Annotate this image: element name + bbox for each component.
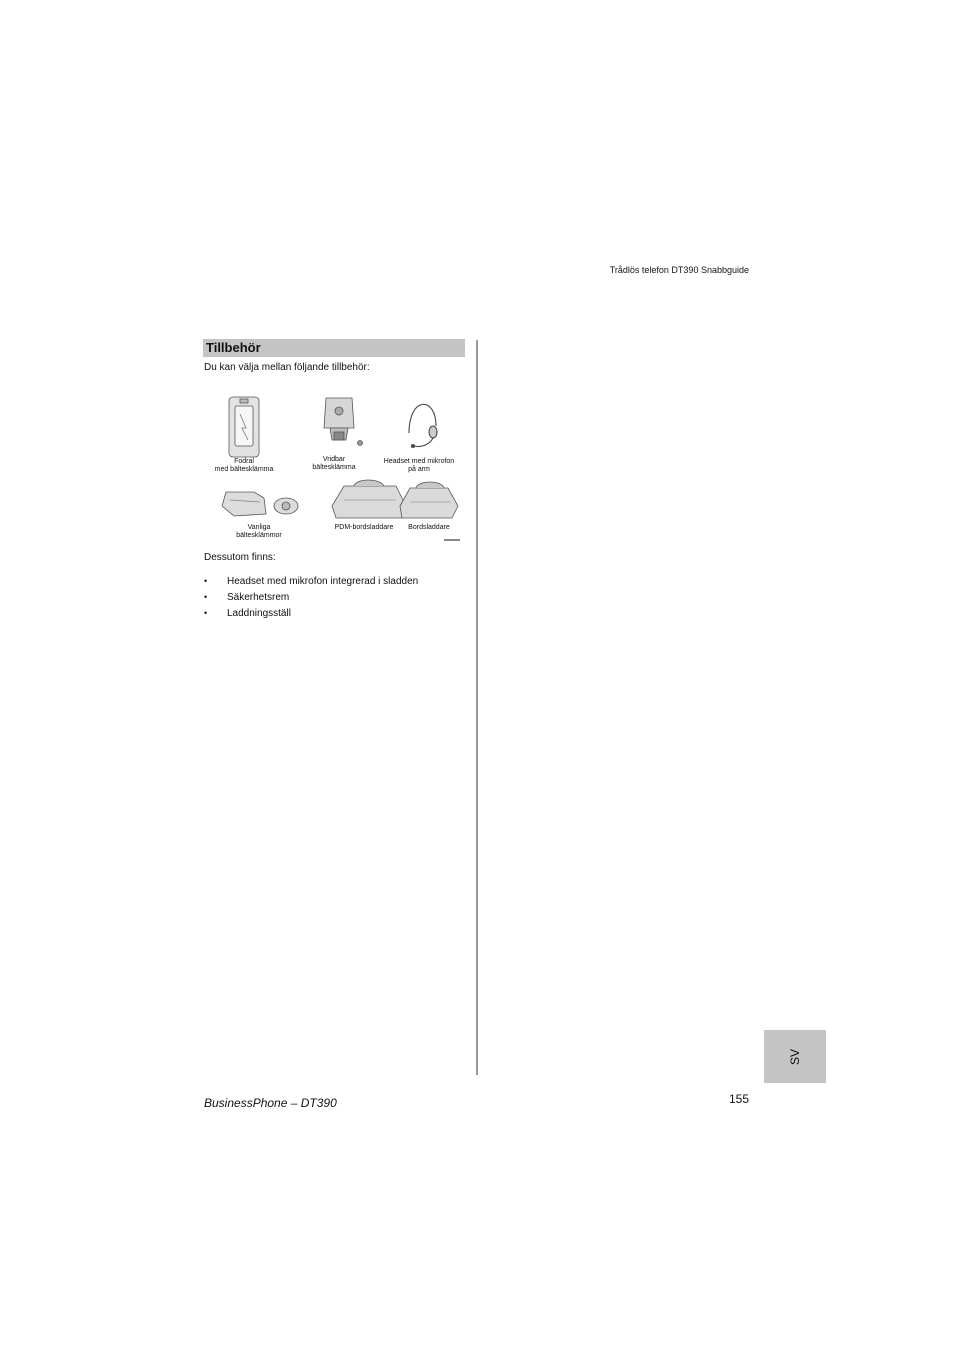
list-item: • Säkerhetsrem xyxy=(204,592,418,608)
holster-image xyxy=(229,397,259,457)
section-heading-bar xyxy=(203,339,465,357)
label-pdm-charger: PDM-bordsladdare xyxy=(334,524,394,531)
pdm-charger-image xyxy=(332,480,406,518)
footer-product-title: BusinessPhone – DT390 xyxy=(204,1096,337,1110)
column-divider xyxy=(476,340,478,1075)
additional-heading: Dessutom finns: xyxy=(204,552,276,563)
page-number: 155 xyxy=(728,1092,749,1106)
section-title: Tillbehör xyxy=(206,340,261,355)
additional-list xyxy=(204,576,418,624)
label-desk-charger: Bordsladdare xyxy=(408,524,450,531)
swivel-clip-image xyxy=(324,398,363,446)
language-code: SV xyxy=(788,1048,802,1065)
accessories-illustration xyxy=(204,388,476,546)
list-item: • Laddningsställ xyxy=(204,608,418,624)
list-item: • Headset med mikrofon integrerad i sladden xyxy=(204,576,418,592)
label-holster: Fodral med bältesklämma xyxy=(214,458,274,473)
desk-charger-image xyxy=(400,482,458,518)
standard-clips-image xyxy=(222,492,298,516)
intro-text: Du kan välja mellan följande tillbehör: xyxy=(204,362,370,373)
label-headset-arm: Headset med mikrofon på arm xyxy=(383,458,455,473)
headset-image xyxy=(409,404,437,447)
label-standard-clips: Vanliga bältesklämmor xyxy=(236,524,282,539)
language-tab xyxy=(764,1030,826,1083)
running-header: Trådlös telefon DT390 Snabbguide xyxy=(609,265,749,275)
label-swivel-clip: Vridbar bältesklämma xyxy=(312,456,356,471)
